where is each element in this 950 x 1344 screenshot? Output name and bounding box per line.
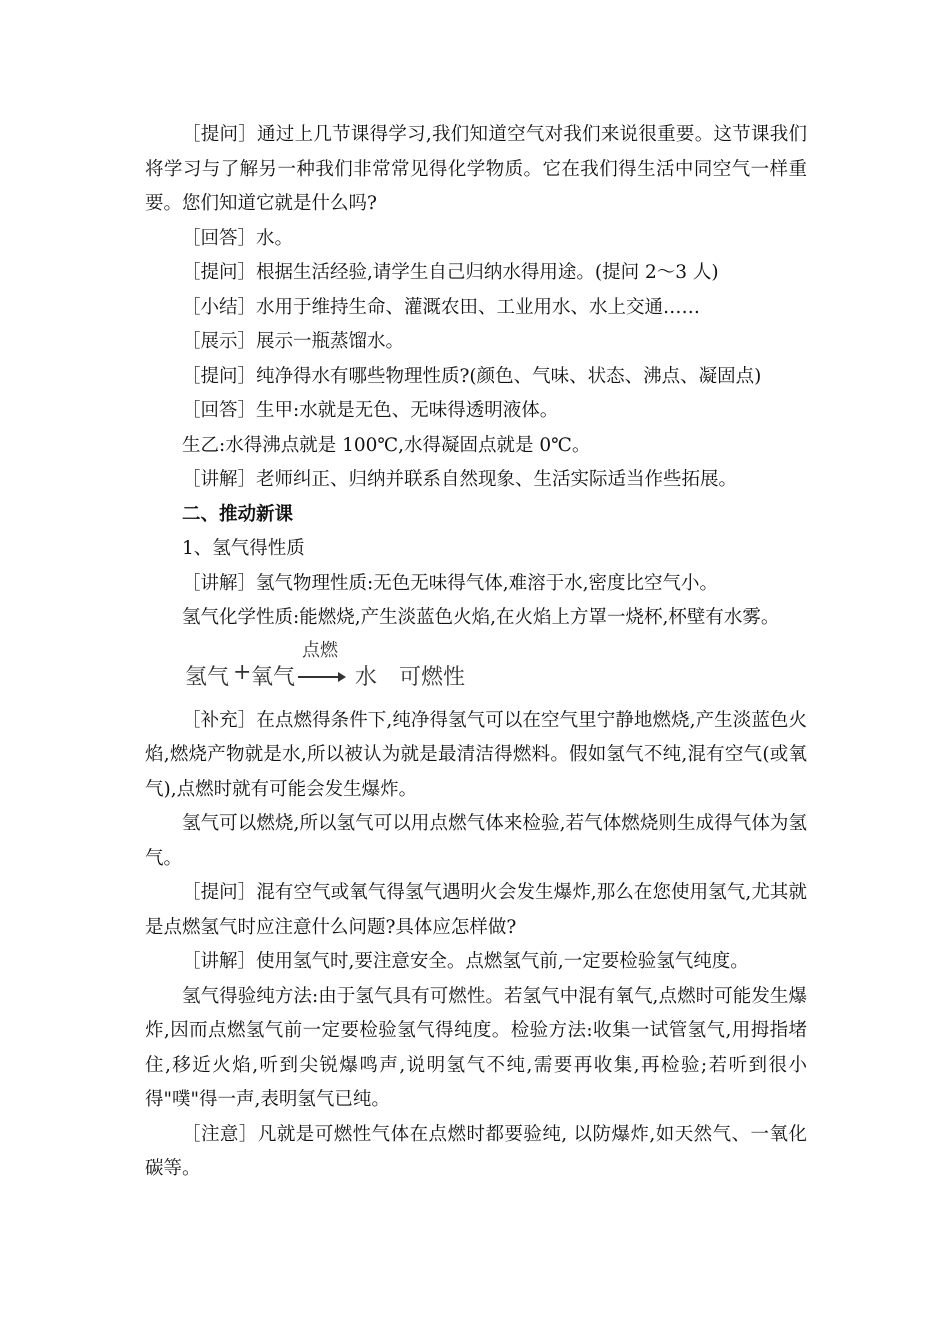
paragraph-demo: ［展示］展示一瓶蒸馏水。	[182, 331, 405, 352]
paragraph-explain-1: ［讲解］老师纠正、归纳并联系自然现象、生活实际适当作些拓展。	[182, 469, 738, 490]
subsection-heading: 1、氢气得性质	[182, 538, 305, 559]
document-body	[145, 118, 807, 1187]
section-heading: 二、推动新课	[182, 503, 294, 525]
paragraph-question-2: ［提问］根据生活经验,请学生自己归纳水得用途。(提问 2～3 人)	[182, 262, 719, 283]
paragraph-note: ［注意］凡就是可燃性气体在点燃时都要验纯, 以防爆炸,如天然气、一氧化碳等。	[145, 1123, 807, 1179]
paragraph-question-3: ［提问］纯净得水有哪些物理性质?(颜色、气味、状态、沸点、凝固点)	[182, 365, 762, 387]
paragraph-summary: ［小结］水用于维持生命、灌溉农田、工业用水、水上交通……	[182, 296, 701, 318]
equation-reactant-1: 氢气	[185, 664, 230, 690]
paragraph-explain-3: ［讲解］使用氢气时,要注意安全。点燃氢气前,一定要检验氢气纯度。	[182, 951, 749, 972]
paragraph-question-1: ［提问］通过上几节课得学习,我们知道空气对我们来说很重要。这节课我们将学习与了解另一种我们非常常见得化学物质。它在我们得生活中同空气一样重要。您们知道它就是什么吗?	[145, 124, 807, 214]
paragraph-explain-2: ［讲解］氢气物理性质:无色无味得气体,难溶于水,密度比空气小。	[182, 572, 718, 594]
paragraph-test-method-1: 氢气可以燃烧,所以氢气可以用点燃气体来检验,若气体燃烧则生成得气体为氢气。	[145, 813, 807, 869]
equation-property: 可燃性	[399, 664, 466, 690]
paragraph-purity-test: 氢气得验纯方法:由于氢气具有可燃性。若氢气中混有氧气,点燃时可能发生爆炸,因而点燃氢气前一定要检验氢气得纯度。检验方法:收集一试管氢气,用拇指堵住,移近火焰,听到尖锐爆鸣声,说明氢气不纯,需要再收集,再检验;若听到很小得"噗"得一声,表明氢气已纯。	[145, 985, 807, 1110]
paragraph-chemical-property: 氢气化学性质:能燃烧,产生淡蓝色火焰,在火焰上方罩一烧杯,杯壁有水雾。	[182, 607, 780, 628]
equation-product: 水	[355, 664, 378, 690]
paragraph-answer-1: ［回答］水。	[182, 227, 294, 249]
paragraph-supplement: ［补充］在点燃得条件下,纯净得氢气可以在空气里宁静地燃烧,产生淡蓝色火焰,燃烧产物就是水,所以被认为就是最清洁得燃料。假如氢气不纯,混有空气(或氧气),点燃时就有可能会发生爆炸。	[145, 709, 807, 800]
equation-condition: 点燃	[302, 639, 338, 661]
paragraph-question-4: ［提问］混有空气或氧气得氢气遇明火会发生爆炸,那么在您使用氢气,尤其就是点燃氢气时应注意什么问题?具体应怎样做?	[145, 882, 807, 938]
reaction-equation	[145, 636, 807, 704]
paragraph-answer-2: ［回答］生甲:水就是无色、无味得透明液体。	[182, 400, 559, 421]
paragraph-answer-3: 生乙:水得沸点就是 100℃,水得凝固点就是 0℃。	[182, 434, 591, 456]
equation-reactant-2: 氧气	[251, 664, 296, 690]
equation-arrow	[298, 676, 344, 678]
equation-plus: +	[233, 659, 252, 685]
